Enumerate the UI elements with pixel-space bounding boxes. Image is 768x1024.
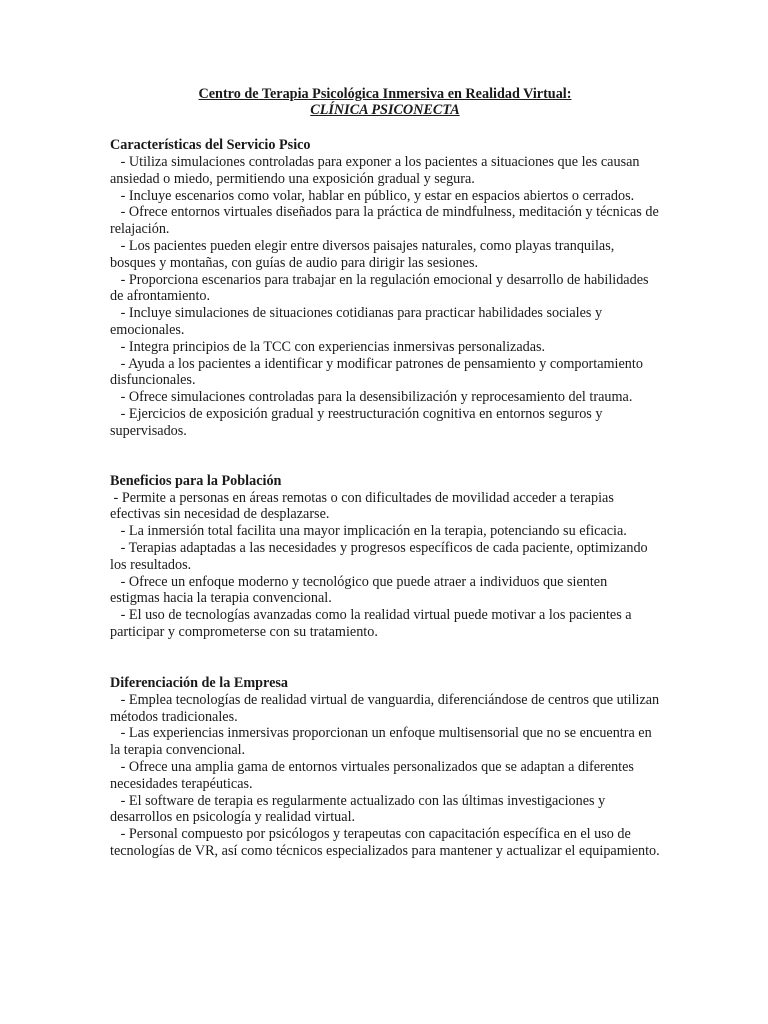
section-heading: Características del Servicio Psico [110,137,311,153]
section-diferenciacion [110,674,663,860]
document-title: Centro de Terapia Psicológica Inmersiva en Realidad Virtual: [198,86,572,102]
list-item: - Terapias adaptadas a las necesidades y progresos específicos de cada paciente, optimizando los resultados. [110,539,652,573]
list-item: - Integra principios de la TCC con experiencias inmersivas personalizadas. [110,338,546,355]
list-item: - Ofrece simulaciones controladas para la desensibilización y reprocesamiento del trauma. [110,389,633,406]
list-item: - Ejercicios de exposición gradual y reestructuración cognitiva en entornos seguros y supervisados. [110,405,607,439]
section-beneficios [110,473,660,641]
section-spacer [110,641,660,675]
list-item: - Ofrece una amplia gama de entornos virtuales personalizados que se adaptan a diferentes necesidades terapéuticas. [110,758,638,792]
list-item: - Permite a personas en áreas remotas o con dificultades de movilidad acceder a terapias efectivas sin necesidad de desplazarse. [110,489,618,523]
list-item: - Ofrece un enfoque moderno y tecnológico que puede atraer a individuos que sienten estigmas hacia la terapia convencional. [110,573,611,607]
document-subtitle: CLÍNICA PSICONECTA [310,102,460,118]
section-heading: Diferenciación de la Empresa [110,674,288,691]
list-item: - El software de terapia es regularmente actualizado con las últimas investigaciones y desarrollos en psicología y realidad virtual. [110,792,609,826]
list-item: - Personal compuesto por psicólogos y terapeutas con capacitación específica en el uso de tecnologías de VR, así como técnicos especializados para mantener y actualizar el equipamiento. [110,826,660,859]
list-item: - Incluye simulaciones de situaciones cotidianas para practicar habilidades sociales y emocionales. [110,305,606,338]
list-item: - Proporciona escenarios para trabajar en la regulación emocional y desarrollo de habilidades de afrontamiento. [110,271,653,305]
list-item: - Las experiencias inmersivas proporcionan un enfoque multisensorial que no se encuentra en la terapia convencional. [110,725,656,759]
section-heading: Beneficios para la Población [110,472,282,489]
list-item: - Utiliza simulaciones controladas para exponer a los pacientes a situaciones que les causan ansiedad o miedo, permitiendo una exposición gradual y segura. [110,154,644,187]
list-item: - Los pacientes pueden elegir entre diversos paisajes naturales, como playas tranquilas, bosques y montañas, con guías de audio para dirigir las sesiones. [110,237,618,271]
list-item: - Incluye escenarios como volar, hablar en público, y estar en espacios abiertos o cerrados. [110,187,635,204]
list-item: - Ofrece entornos virtuales diseñados para la práctica de mindfulness, meditación y técnicas de relajación. [110,204,663,238]
list-item: - Emplea tecnologías de realidad virtual de vanguardia, diferenciándose de centros que utilizan métodos tradicionales. [110,691,663,725]
section-spacer [110,440,660,473]
list-item: - La inmersión total facilita una mayor implicación en la terapia, potenciando su eficacia. [110,523,627,540]
list-item: - El uso de tecnologías avanzadas como la realidad virtual puede motivar a los pacientes a participar y comprometerse con su tratamiento. [110,607,636,640]
section-caracteristicas [110,137,663,440]
list-item: - Ayuda a los pacientes a identificar y modificar patrones de pensamiento y comportamiento disfuncionales. [110,355,647,389]
